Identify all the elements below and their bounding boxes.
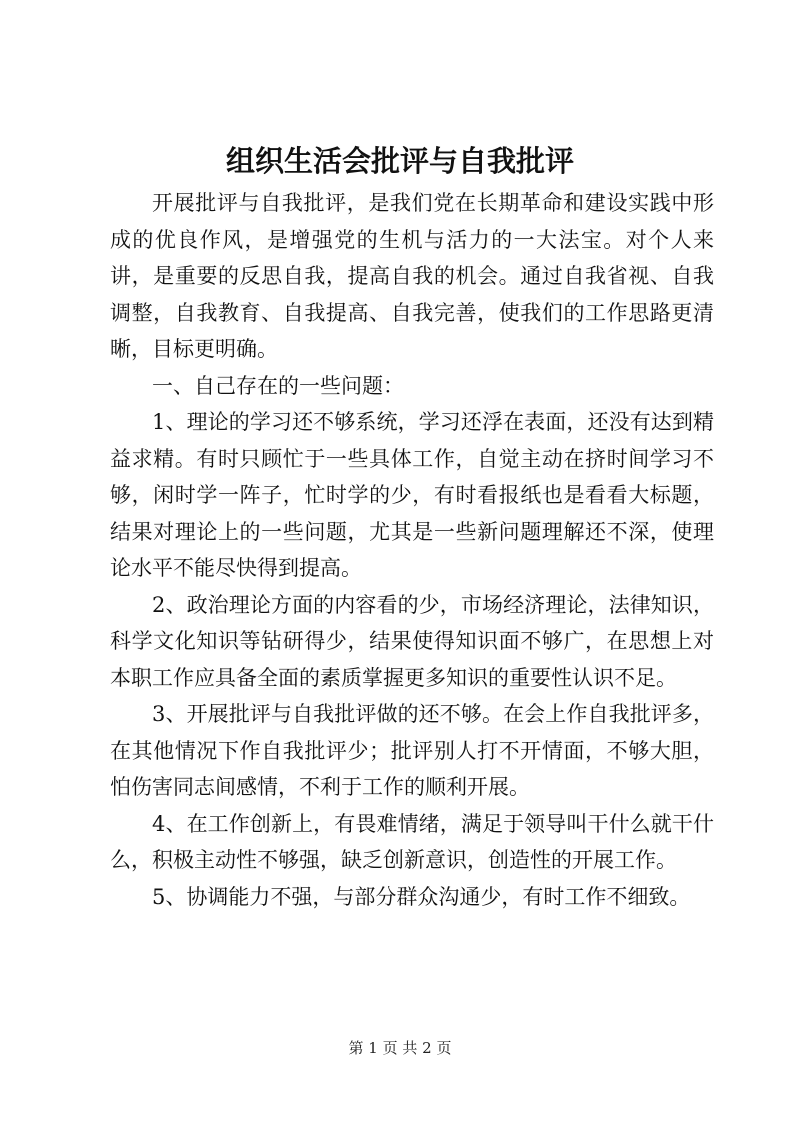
problem-item-3: 3、开展批评与自我批评做的还不够。在会上作自我批评多，在其他情况下作自我批评少；批评别人打不开情面，不够大胆，怕伤害同志间感情，不利于工作的顺利开展。 [110,702,714,799]
section-heading: 一、自己存在的一些问题： [152,373,404,398]
document-body [110,185,714,915]
problem-item-2: 2、政治理论方面的内容看的少，市场经济理论，法律知识，科学文化知识等钻研得少，结果使得知识面不够广，在思想上对本职工作应具备全面的素质掌握更多知识的重要性认识不足。 [110,592,714,690]
intro-paragraph: 开展批评与自我批评，是我们党在长期革命和建设实践中形成的优良作风，是增强党的生机与活力的一大法宝。对个人来讲，是重要的反思自我，提高自我的机会。通过自我省视、自我调整，自我教育、自我提高、自我完善，使我们的工作思路更清晰，目标更明确。 [110,191,714,361]
problem-item-1: 1、理论的学习还不够系统，学习还浮在表面，还没有达到精益求精。有时只顾忙于一些具体工作，自觉主动在挤时间学习不够，闲时学一阵子，忙时学的少，有时看报纸也是看看大标题，结果对理论上的一些问题，尤其是一些新问题理解还不深，使理论水平不能尽快得到提高。 [110,410,714,580]
problem-item-4: 4、在工作创新上，有畏难情绪，满足于领导叫干什么就干什么，积极主动性不够强，缺乏创新意识，创造性的开展工作。 [110,811,714,872]
document-title: 组织生活会批评与自我批评 [225,144,574,178]
page-footer: 第 1 页 共 2 页 [348,1039,452,1057]
problem-item-5: 5、协调能力不强，与部分群众沟通少，有时工作不细致。 [152,884,691,909]
